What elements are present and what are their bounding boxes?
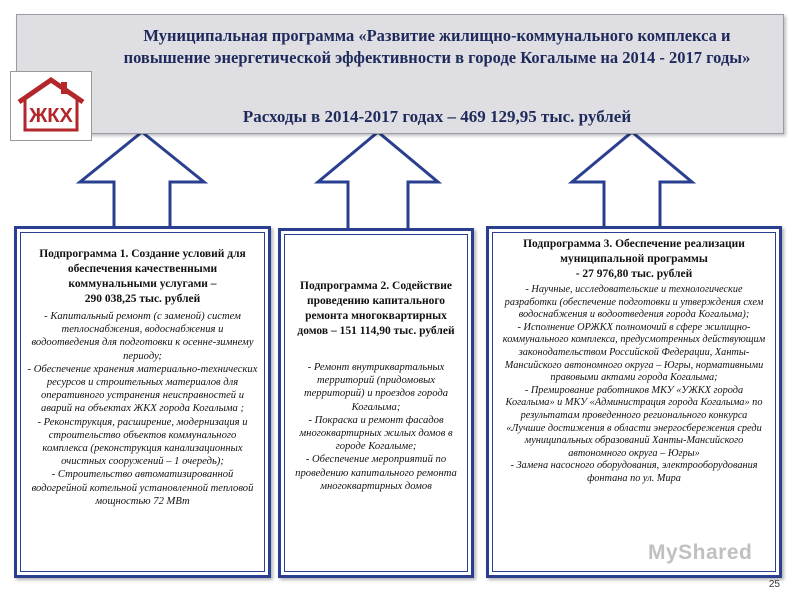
- arrow-subprogram-2: [318, 132, 438, 231]
- program-title: Муниципальная программа «Развитие жилищно-коммунального комплекса и повышение энергетической эффективности в городе Когалыме на 2014 - 2017 годы»: [123, 26, 751, 67]
- subprogram-3-box: [486, 226, 782, 578]
- watermark: MyShared: [648, 541, 753, 564]
- zhkh-logo: [10, 71, 92, 141]
- subprogram-2-title: Подпрограмма 2. Содействие проведению капитального ремонта многоквартирных домов – 151 114,90 тыс. рублей: [297, 280, 455, 337]
- logo-text: ЖКХ: [29, 105, 73, 127]
- program-header: [16, 14, 784, 134]
- house-roof-icon: [19, 80, 83, 102]
- program-expenses: Расходы в 2014-2017 годах – 469 129,95 тыс. рублей: [242, 107, 632, 126]
- arrow-subprogram-1: [80, 132, 204, 229]
- subprogram-1-items: - Капитальный ремонт (с заменой) систем теплоснабжения, водоснабжения и водоотведения для подготовки к осенне-зимнему периоду; - Обеспечение хранения материально-технических ресурсов и строительных материалов для оперативного устранения неисправностей и аварий на объектах ЖКХ города Когалыма ; - Реконструкция, расширение, модернизация и строительство объектов коммунального комплекса (реконструкция канализационных очистных сооружений – 1 очередь); - Строительство автоматизированной водогрейной котельной установленной тепловой мощностью 72 МВт: [27, 311, 258, 507]
- arrow-subprogram-3: [572, 132, 692, 229]
- subprogram-2-box: [278, 228, 474, 578]
- subprogram-1-title: Подпрограмма 1. Создание условий для обеспечения качественными коммунальными услугами – 290 038,25 тыс. рублей: [39, 248, 246, 305]
- subprogram-1-box: [14, 226, 271, 578]
- subprogram-3-items: - Научные, исследовательские и технологические разработки (обеспечение подготовки и утверждения схем водоснабжения и водоотведения города Когалыма); - Исполнение ОРЖКХ полномочий в сфере жилищно-коммунального комплекса, предусмотренных действующим законодательством Российской Федерации, Ханты-Мансийского автономного округа – Югры, нормативными правовыми актами города Когалыма; - Премирование работников МКУ «УЖКХ города Когалыма» и МКУ «Администрация города Когалыма» по результатам проведенного регионального конкурса «Лучшие достижения в области энергосбережения среди муниципальных образований Ханты-Мансийского автономного округа – Югры» - Замена насосного оборудования, электрооборудования фонтана по ул. Мира: [502, 284, 766, 484]
- subprogram-3-title: Подпрограмма 3. Обеспечение реализации муниципальной программы - 27 976,80 тыс. рублей: [523, 238, 745, 280]
- page-number: 25: [768, 579, 780, 590]
- subprogram-2-items: - Ремонт внутриквартальных территорий (придомовых территорий) и проездов города Когалыма; - Покраска и ремонт фасадов многоквартирных жилых домов в городе Когалыме; - Обеспечение мероприятий по проведению капитального ремонта многоквартирных домов: [295, 362, 457, 492]
